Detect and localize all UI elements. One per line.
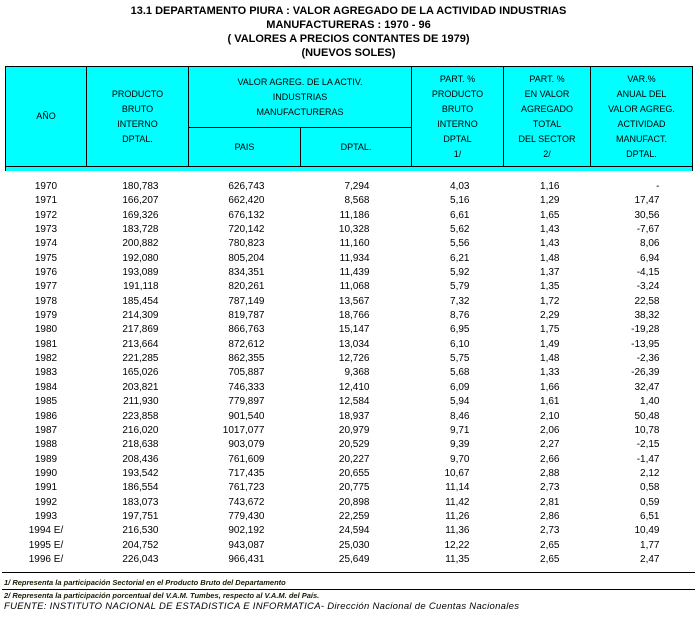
vam-pais-cell: 626,743 <box>228 181 265 192</box>
part-sector-cell: 1,75 <box>540 324 560 336</box>
vam-pais-cell: 761,723 <box>228 482 265 494</box>
table-row <box>6 481 693 495</box>
year-cell: 1990 <box>34 467 58 479</box>
table-row <box>6 410 693 424</box>
part-pbi-cell: 11,14 <box>445 482 470 494</box>
year-cell: 1991 <box>34 482 58 494</box>
table-row <box>6 366 693 380</box>
vam-pais-cell: 866,763 <box>228 324 265 336</box>
vam-pais-cell: 720,142 <box>228 224 265 236</box>
part-sector-cell: 2,65 <box>540 553 560 565</box>
part-pbi-cell: 11,42 <box>445 496 470 508</box>
table-row <box>6 280 693 294</box>
pbi-dptal-cell: 217,869 <box>122 324 159 336</box>
vam-pais-cell: 717,435 <box>228 467 265 479</box>
part-pbi-cell: 5,75 <box>450 353 470 365</box>
year-cell: 1975 <box>34 252 58 264</box>
table-row <box>6 295 693 309</box>
pbi-dptal-cell: 180,783 <box>122 181 159 192</box>
vam-pais-cell: 705,887 <box>228 367 265 379</box>
pbi-dptal-cell: 216,530 <box>122 525 159 537</box>
part-sector-cell: 1,66 <box>540 381 560 393</box>
vam-pais-cell: 662,420 <box>228 195 265 207</box>
pbi-dptal-cell: 193,542 <box>122 467 159 479</box>
part-pbi-column-header: PART. % PRODUCTO BRUTO INTERNO DPTAL 1/ <box>412 67 504 167</box>
table-bottom-divider <box>2 572 695 573</box>
var-anual-cell: -19,28 <box>631 324 660 336</box>
pbi-dptal-cell: 191,118 <box>123 281 159 293</box>
var-anual-cell: -2,15 <box>636 439 660 451</box>
table-row <box>6 194 693 208</box>
vam-pais-cell: 780,823 <box>228 238 265 250</box>
part-sector-cell: 2,73 <box>540 525 560 537</box>
footnote-divider <box>2 589 695 590</box>
statistics-table <box>5 66 693 567</box>
table-row <box>6 524 693 538</box>
vam-pais-cell: 943,087 <box>228 539 265 551</box>
header-row-1 <box>6 67 693 128</box>
var-anual-cell: -7,67 <box>636 224 660 236</box>
var-anual-cell: - <box>656 181 660 192</box>
table-row <box>6 438 693 452</box>
var-anual-cell: 6,94 <box>640 252 660 264</box>
part-sector-cell: 1,43 <box>540 224 560 236</box>
vam-dptal-cell: 8,568 <box>344 195 370 207</box>
var-anual-cell: -2,36 <box>636 353 660 365</box>
vam-pais-cell: 779,430 <box>228 510 265 522</box>
vam-dptal-cell: 20,979 <box>338 424 370 436</box>
vam-pais-cell: 901,540 <box>228 410 265 422</box>
table-row <box>6 352 693 366</box>
table-row <box>6 467 693 481</box>
pbi-dptal-cell: 213,664 <box>122 338 159 350</box>
vam-dptal-cell: 18,937 <box>338 410 370 422</box>
part-pbi-cell: 5,68 <box>450 367 470 379</box>
part-pbi-cell: 11,26 <box>445 510 470 522</box>
vam-dptal-cell: 9,368 <box>344 367 370 379</box>
year-cell: 1983 <box>34 367 58 379</box>
part-pbi-cell: 9,39 <box>450 439 470 451</box>
year-cell: 1994 E/ <box>28 525 64 537</box>
pbi-dptal-cell: 183,728 <box>122 224 159 236</box>
pais-subcolumn-header: PAIS <box>189 128 301 167</box>
vam-dptal-cell: 12,584 <box>338 396 370 408</box>
part-pbi-cell: 6,95 <box>450 324 470 336</box>
table-body <box>6 171 693 567</box>
table-row <box>6 171 693 194</box>
vam-pais-cell: 746,333 <box>228 381 265 393</box>
var-anual-cell: -4,15 <box>636 267 660 279</box>
part-sector-cell: 1,49 <box>540 338 560 350</box>
dptal-subcolumn-header: DPTAL. <box>301 128 412 167</box>
table-row <box>6 309 693 323</box>
part-sector-cell: 2,27 <box>540 439 560 451</box>
part-pbi-cell: 10,67 <box>444 467 470 479</box>
vam-pais-cell: 820,261 <box>228 281 265 293</box>
year-cell: 1979 <box>34 310 58 322</box>
table-row <box>6 338 693 352</box>
pbi-dptal-cell: 203,821 <box>122 381 159 393</box>
year-cell: 1974 <box>34 238 58 250</box>
table-row <box>6 496 693 510</box>
part-pbi-cell: 7,32 <box>450 295 470 307</box>
part-pbi-cell: 5,79 <box>450 281 470 293</box>
vam-pais-cell: 805,204 <box>228 252 265 264</box>
valor-agregado-group-header: VALOR AGREG. DE LA ACTIV. INDUSTRIAS MANUFACTURERAS <box>189 67 412 128</box>
year-cell: 1976 <box>34 267 58 279</box>
vam-pais-cell: 676,132 <box>228 209 265 221</box>
vam-dptal-cell: 7,294 <box>344 181 370 192</box>
part-sector-cell: 1,61 <box>540 396 560 408</box>
var-anual-cell: 10,49 <box>634 525 660 537</box>
part-pbi-cell: 12,22 <box>444 539 470 551</box>
vam-pais-cell: 834,351 <box>228 267 265 279</box>
year-cell: 1978 <box>34 295 58 307</box>
pbi-dptal-cell: 169,326 <box>122 209 159 221</box>
pbi-dptal-cell: 216,020 <box>122 424 159 436</box>
var-anual-cell: -26,39 <box>631 367 660 379</box>
pbi-dptal-cell: 223,858 <box>122 410 159 422</box>
vam-dptal-cell: 13,567 <box>338 295 370 307</box>
vam-dptal-cell: 12,410 <box>338 381 370 393</box>
var-anual-cell: 0,59 <box>640 496 660 508</box>
vam-dptal-cell: 25,030 <box>338 539 370 551</box>
year-cell: 1986 <box>34 410 58 422</box>
vam-dptal-cell: 20,898 <box>338 496 370 508</box>
vam-pais-cell: 903,079 <box>228 439 265 451</box>
year-cell: 1987 <box>34 424 58 436</box>
part-sector-cell: 1,48 <box>540 353 560 365</box>
vam-pais-cell: 1017,077 <box>222 424 265 436</box>
year-cell: 1982 <box>34 353 58 365</box>
vam-pais-cell: 779,897 <box>228 396 265 408</box>
part-pbi-cell: 6,09 <box>450 381 470 393</box>
var-anual-cell: 6,51 <box>640 510 660 522</box>
year-cell: 1996 E/ <box>28 553 64 565</box>
pbi-dptal-cell: 221,285 <box>122 353 159 365</box>
part-sector-cell: 1,72 <box>540 295 560 307</box>
part-sector-cell: 1,65 <box>540 209 560 221</box>
var-anual-cell: 10,78 <box>634 424 660 436</box>
vam-dptal-cell: 24,594 <box>338 525 370 537</box>
table-row <box>6 237 693 251</box>
pbi-dptal-cell: 186,554 <box>122 482 159 494</box>
table-row <box>6 223 693 237</box>
year-cell: 1977 <box>34 281 58 293</box>
part-pbi-cell: 5,94 <box>450 396 470 408</box>
part-sector-cell: 2,88 <box>540 467 560 479</box>
table-row <box>6 539 693 553</box>
part-sector-cell: 2,66 <box>540 453 560 465</box>
part-pbi-cell: 4,03 <box>450 181 470 192</box>
part-sector-cell: 2,06 <box>540 424 560 436</box>
part-pbi-cell: 9,71 <box>450 424 470 436</box>
vam-dptal-cell: 20,529 <box>338 439 370 451</box>
var-anual-cell: -13,95 <box>631 338 660 350</box>
year-cell: 1995 E/ <box>28 539 64 551</box>
part-pbi-cell: 8,76 <box>450 310 470 322</box>
year-cell: 1971 <box>34 195 58 207</box>
pbi-dptal-cell: 185,454 <box>122 295 159 307</box>
year-cell: 1984 <box>34 381 58 393</box>
part-pbi-cell: 9,70 <box>450 453 470 465</box>
year-cell: 1985 <box>34 396 58 408</box>
var-anual-cell: 22,58 <box>634 295 660 307</box>
var-anual-cell: 2,12 <box>640 467 660 479</box>
vam-pais-cell: 787,149 <box>228 295 265 307</box>
vam-dptal-cell: 20,775 <box>338 482 370 494</box>
year-cell: 1972 <box>34 209 58 221</box>
pbi-dptal-cell: 197,751 <box>122 510 159 522</box>
part-sector-cell: 1,37 <box>540 267 560 279</box>
var-anual-cell: 38,32 <box>634 310 660 322</box>
vam-dptal-cell: 11,068 <box>339 281 370 293</box>
vam-dptal-cell: 25,649 <box>338 553 370 565</box>
part-pbi-cell: 5,62 <box>450 224 470 236</box>
part-sector-cell: 1,29 <box>540 195 560 207</box>
year-cell: 1973 <box>34 224 58 236</box>
table-row <box>6 510 693 524</box>
vam-dptal-cell: 13,034 <box>338 338 370 350</box>
year-cell: 1988 <box>34 439 58 451</box>
part-sector-cell: 1,35 <box>540 281 560 293</box>
table-row <box>6 209 693 223</box>
year-column-header: AÑO <box>6 67 87 167</box>
part-sector-cell: 2,86 <box>540 510 560 522</box>
part-pbi-cell: 6,10 <box>450 338 470 350</box>
part-pbi-cell: 6,61 <box>450 209 470 221</box>
vam-dptal-cell: 18,766 <box>338 310 370 322</box>
year-cell: 1989 <box>34 453 58 465</box>
vam-pais-cell: 862,355 <box>228 353 265 365</box>
var-anual-cell: 1,40 <box>640 396 660 408</box>
var-anual-cell: 50,48 <box>634 410 660 422</box>
vam-pais-cell: 902,192 <box>228 525 265 537</box>
vam-pais-cell: 743,672 <box>228 496 265 508</box>
pbi-dptal-cell: 200,882 <box>122 238 159 250</box>
var-anual-cell: -1,47 <box>636 453 660 465</box>
part-sector-cell: 2,29 <box>540 310 560 322</box>
pbi-dptal-cell: 208,436 <box>122 453 159 465</box>
table-row <box>6 424 693 438</box>
var-anual-cell: 17,47 <box>634 195 660 207</box>
vam-dptal-cell: 10,328 <box>338 224 370 236</box>
var-anual-cell: -3,24 <box>636 281 660 293</box>
part-pbi-cell: 5,92 <box>450 267 470 279</box>
pbi-dptal-cell: 218,638 <box>122 439 159 451</box>
pbi-dptal-cell: 214,309 <box>122 310 159 322</box>
vam-dptal-cell: 15,147 <box>338 324 370 336</box>
pbi-dptal-cell: 165,026 <box>122 367 159 379</box>
year-cell: 1980 <box>34 324 58 336</box>
var-anual-cell: 2,47 <box>640 553 660 565</box>
part-pbi-cell: 11,36 <box>445 525 470 537</box>
vam-dptal-cell: 12,726 <box>338 353 370 365</box>
table-row <box>6 381 693 395</box>
vam-dptal-cell: 20,227 <box>338 453 370 465</box>
table-row <box>6 266 693 280</box>
part-sector-cell: 1,43 <box>540 238 560 250</box>
var-anual-cell: 30,56 <box>634 209 660 221</box>
part-pbi-cell: 5,16 <box>450 195 470 207</box>
part-sector-cell: 2,81 <box>540 496 560 508</box>
vam-dptal-cell: 20,655 <box>338 467 370 479</box>
pbi-dptal-cell: 193,089 <box>122 267 159 279</box>
table-row <box>6 553 693 567</box>
pbi-dptal-cell: 211,930 <box>123 396 159 408</box>
var-anual-cell: 8,06 <box>640 238 660 250</box>
footnote-1: 1/ Representa la participación Sectorial en el Producto Bruto del Departamento <box>4 578 286 587</box>
pbi-dptal-cell: 183,073 <box>122 496 159 508</box>
table-row <box>6 252 693 266</box>
vam-dptal-cell: 11,160 <box>339 238 370 250</box>
var-anual-cell: 32,47 <box>634 381 660 393</box>
vam-pais-cell: 761,609 <box>228 453 265 465</box>
part-sector-cell: 1,33 <box>540 367 560 379</box>
table-row <box>6 395 693 409</box>
page-title: 13.1 DEPARTAMENTO PIURA : VALOR AGREGADO DE LA ACTIVIDAD INDUSTRIAS MANUFACTURERAS : 1970 - 96 ( VALORES A PRECIOS CONTANTES DE 1979) (NUEVOS SOLES) <box>130 5 567 59</box>
part-sector-cell: 1,16 <box>540 181 560 192</box>
year-cell: 1981 <box>34 338 58 350</box>
vam-dptal-cell: 22,259 <box>338 510 370 522</box>
table-header <box>6 67 693 172</box>
table-row <box>6 323 693 337</box>
part-sector-cell: 1,48 <box>540 252 560 264</box>
part-sector-cell: 2,10 <box>540 410 560 422</box>
vam-pais-cell: 819,787 <box>228 310 265 322</box>
part-sector-column-header: PART. % EN VALOR AGREGADO TOTAL DEL SECTOR 2/ <box>504 67 591 167</box>
vam-pais-cell: 872,612 <box>228 338 265 350</box>
part-pbi-cell: 11,35 <box>445 553 470 565</box>
pbi-dptal-cell: 204,752 <box>122 539 159 551</box>
year-cell: 1993 <box>34 510 58 522</box>
source-line: FUENTE: INSTITUTO NACIONAL DE ESTADISTICA E INFORMATICA- Dirección Nacional de Cuentas Nacionales <box>4 601 520 612</box>
part-pbi-cell: 8,46 <box>450 410 470 422</box>
footnote-2: 2/ Representa la participación porcentual del V.A.M. Tumbes, respecto al V.A.M. del País. <box>4 591 320 600</box>
vam-pais-cell: 966,431 <box>228 553 265 565</box>
vam-dptal-cell: 11,186 <box>339 209 370 221</box>
part-sector-cell: 2,73 <box>540 482 560 494</box>
vam-dptal-cell: 11,439 <box>339 267 370 279</box>
pbi-dptal-cell: 166,207 <box>122 195 159 207</box>
part-sector-cell: 2,65 <box>540 539 560 551</box>
var-anual-cell: 0,58 <box>640 482 660 494</box>
var-anual-cell: 1,77 <box>640 539 660 551</box>
part-pbi-cell: 6,21 <box>450 252 470 264</box>
vam-dptal-cell: 11,934 <box>339 252 370 264</box>
year-cell: 1970 <box>34 181 58 192</box>
pbi-column-header: PRODUCTO BRUTO INTERNO DPTAL. <box>87 67 189 167</box>
table-row <box>6 453 693 467</box>
part-pbi-cell: 5,56 <box>450 238 470 250</box>
pbi-dptal-cell: 226,043 <box>122 553 159 565</box>
var-anual-column-header: VAR.% ANUAL DEL VALOR AGREG. ACTIVIDAD MANUFACT. DPTAL. <box>591 67 693 167</box>
pbi-dptal-cell: 192,080 <box>122 252 159 264</box>
year-cell: 1992 <box>34 496 58 508</box>
